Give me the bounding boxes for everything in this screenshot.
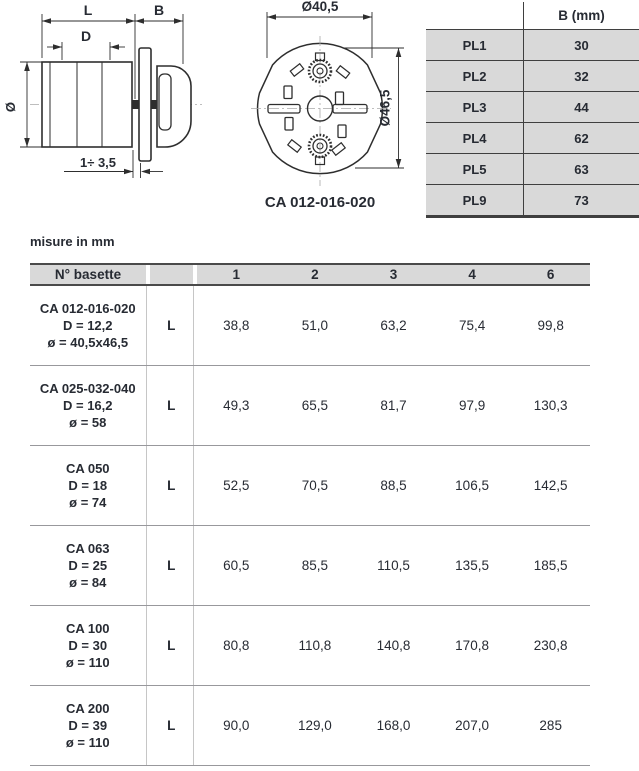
value-cell: 99,8 bbox=[511, 285, 590, 366]
value-cell: 81,7 bbox=[354, 366, 433, 446]
model-label: PL2 bbox=[462, 68, 487, 84]
table-row bbox=[30, 446, 590, 526]
b-value: 44 bbox=[523, 92, 639, 122]
value-cell: 90,0 bbox=[197, 686, 276, 766]
side-view-drawing bbox=[0, 0, 225, 196]
table-row bbox=[426, 184, 639, 215]
header-pole-1: 1 bbox=[197, 264, 276, 285]
header-pole-4: 4 bbox=[433, 264, 512, 285]
dim-symbol-cell: L bbox=[150, 366, 193, 446]
table-row bbox=[426, 60, 639, 91]
units-note: misure in mm bbox=[30, 234, 115, 249]
model-cell bbox=[30, 686, 146, 766]
value-cell: 129,0 bbox=[276, 686, 355, 766]
value-cell: 97,9 bbox=[433, 366, 512, 446]
dim-label-d: D bbox=[80, 28, 92, 44]
model-label: PL5 bbox=[462, 161, 487, 177]
model-name: CA 012-016-020 bbox=[39, 301, 136, 316]
b-table-header-empty bbox=[426, 2, 523, 29]
model-label: PL9 bbox=[462, 192, 487, 208]
model-diameter: ø = 74 bbox=[69, 495, 107, 510]
value-cell: 80,8 bbox=[197, 606, 276, 686]
dim-symbol-cell: L bbox=[150, 606, 193, 686]
table-row bbox=[30, 526, 590, 606]
value-cell: 63,2 bbox=[354, 285, 433, 366]
dim-symbol-cell: L bbox=[150, 446, 193, 526]
table-row bbox=[30, 686, 590, 766]
value-cell: 49,3 bbox=[197, 366, 276, 446]
model-diameter: ø = 58 bbox=[69, 415, 107, 430]
value-cell: 52,5 bbox=[197, 446, 276, 526]
table-row bbox=[426, 91, 639, 122]
dim-label-panel-thickness: 1÷ 3,5 bbox=[79, 155, 117, 170]
b-value: 32 bbox=[523, 61, 639, 91]
model-d: D = 16,2 bbox=[62, 398, 113, 413]
table-row bbox=[30, 366, 590, 446]
model-label: PL1 bbox=[462, 37, 487, 53]
main-dimension-table bbox=[30, 263, 590, 766]
b-dimension-table bbox=[426, 2, 639, 218]
table-row bbox=[30, 285, 590, 366]
model-name: CA 200 bbox=[65, 701, 110, 716]
value-cell: 85,5 bbox=[276, 526, 355, 606]
model-cell bbox=[30, 366, 146, 446]
front-view-drawing bbox=[233, 0, 428, 218]
value-cell: 110,5 bbox=[354, 526, 433, 606]
model-cell bbox=[30, 526, 146, 606]
header-basette: N° basette bbox=[30, 264, 146, 285]
switch-body-outline bbox=[42, 48, 191, 161]
dim-label-diameter: Ø bbox=[3, 101, 18, 113]
value-cell: 106,5 bbox=[433, 446, 512, 526]
model-diameter: ø = 110 bbox=[65, 655, 110, 670]
model-name: CA 025-032-040 bbox=[39, 381, 136, 396]
header-pole-2: 2 bbox=[276, 264, 355, 285]
value-cell: 65,5 bbox=[276, 366, 355, 446]
value-cell: 185,5 bbox=[511, 526, 590, 606]
model-label: PL4 bbox=[462, 130, 487, 146]
dim-label-b: B bbox=[153, 2, 165, 18]
model-name: CA 100 bbox=[65, 621, 110, 636]
value-cell: 168,0 bbox=[354, 686, 433, 766]
dim-label-height: Ø46,5 bbox=[377, 89, 393, 127]
header-pole-3: 3 bbox=[354, 264, 433, 285]
value-cell: 130,3 bbox=[511, 366, 590, 446]
value-cell: 170,8 bbox=[433, 606, 512, 686]
model-d: D = 18 bbox=[68, 478, 108, 493]
value-cell: 142,5 bbox=[511, 446, 590, 526]
model-diameter: ø = 40,5x46,5 bbox=[47, 335, 129, 350]
model-label: PL3 bbox=[462, 99, 487, 115]
value-cell: 230,8 bbox=[511, 606, 590, 686]
model-d: D = 25 bbox=[68, 558, 108, 573]
value-cell: 110,8 bbox=[276, 606, 355, 686]
table-row bbox=[426, 153, 639, 184]
value-cell: 70,5 bbox=[276, 446, 355, 526]
dim-symbol-cell: L bbox=[150, 285, 193, 366]
model-diameter: ø = 84 bbox=[69, 575, 107, 590]
model-d: D = 12,2 bbox=[62, 318, 113, 333]
b-value: 30 bbox=[523, 30, 639, 60]
value-cell: 60,5 bbox=[197, 526, 276, 606]
b-value: 62 bbox=[523, 123, 639, 153]
header-l-col bbox=[150, 264, 193, 285]
model-d: D = 39 bbox=[68, 718, 108, 733]
b-value: 63 bbox=[523, 154, 639, 184]
value-cell: 207,0 bbox=[433, 686, 512, 766]
value-cell: 140,8 bbox=[354, 606, 433, 686]
b-value: 73 bbox=[523, 185, 639, 215]
value-cell: 88,5 bbox=[354, 446, 433, 526]
model-name: CA 063 bbox=[65, 541, 110, 556]
dim-symbol-cell: L bbox=[150, 526, 193, 606]
value-cell: 38,8 bbox=[197, 285, 276, 366]
model-cell bbox=[30, 446, 146, 526]
table-row bbox=[426, 122, 639, 153]
dim-label-l: L bbox=[83, 2, 93, 18]
dim-label-width: Ø40,5 bbox=[301, 0, 339, 14]
header-pole-6: 6 bbox=[511, 264, 590, 285]
model-cell bbox=[30, 285, 146, 366]
front-view-caption: CA 012-016-020 bbox=[264, 194, 376, 211]
table-header-row bbox=[30, 264, 590, 285]
value-cell: 135,5 bbox=[433, 526, 512, 606]
model-diameter: ø = 110 bbox=[65, 735, 110, 750]
b-table-header-label: B (mm) bbox=[523, 2, 639, 29]
dim-symbol-cell: L bbox=[150, 686, 193, 766]
value-cell: 285 bbox=[511, 686, 590, 766]
table-row bbox=[30, 606, 590, 686]
value-cell: 75,4 bbox=[433, 285, 512, 366]
value-cell: 51,0 bbox=[276, 285, 355, 366]
model-cell bbox=[30, 606, 146, 686]
b-table-header-row bbox=[426, 2, 639, 29]
table-row bbox=[426, 29, 639, 60]
model-name: CA 050 bbox=[65, 461, 110, 476]
model-d: D = 30 bbox=[68, 638, 108, 653]
